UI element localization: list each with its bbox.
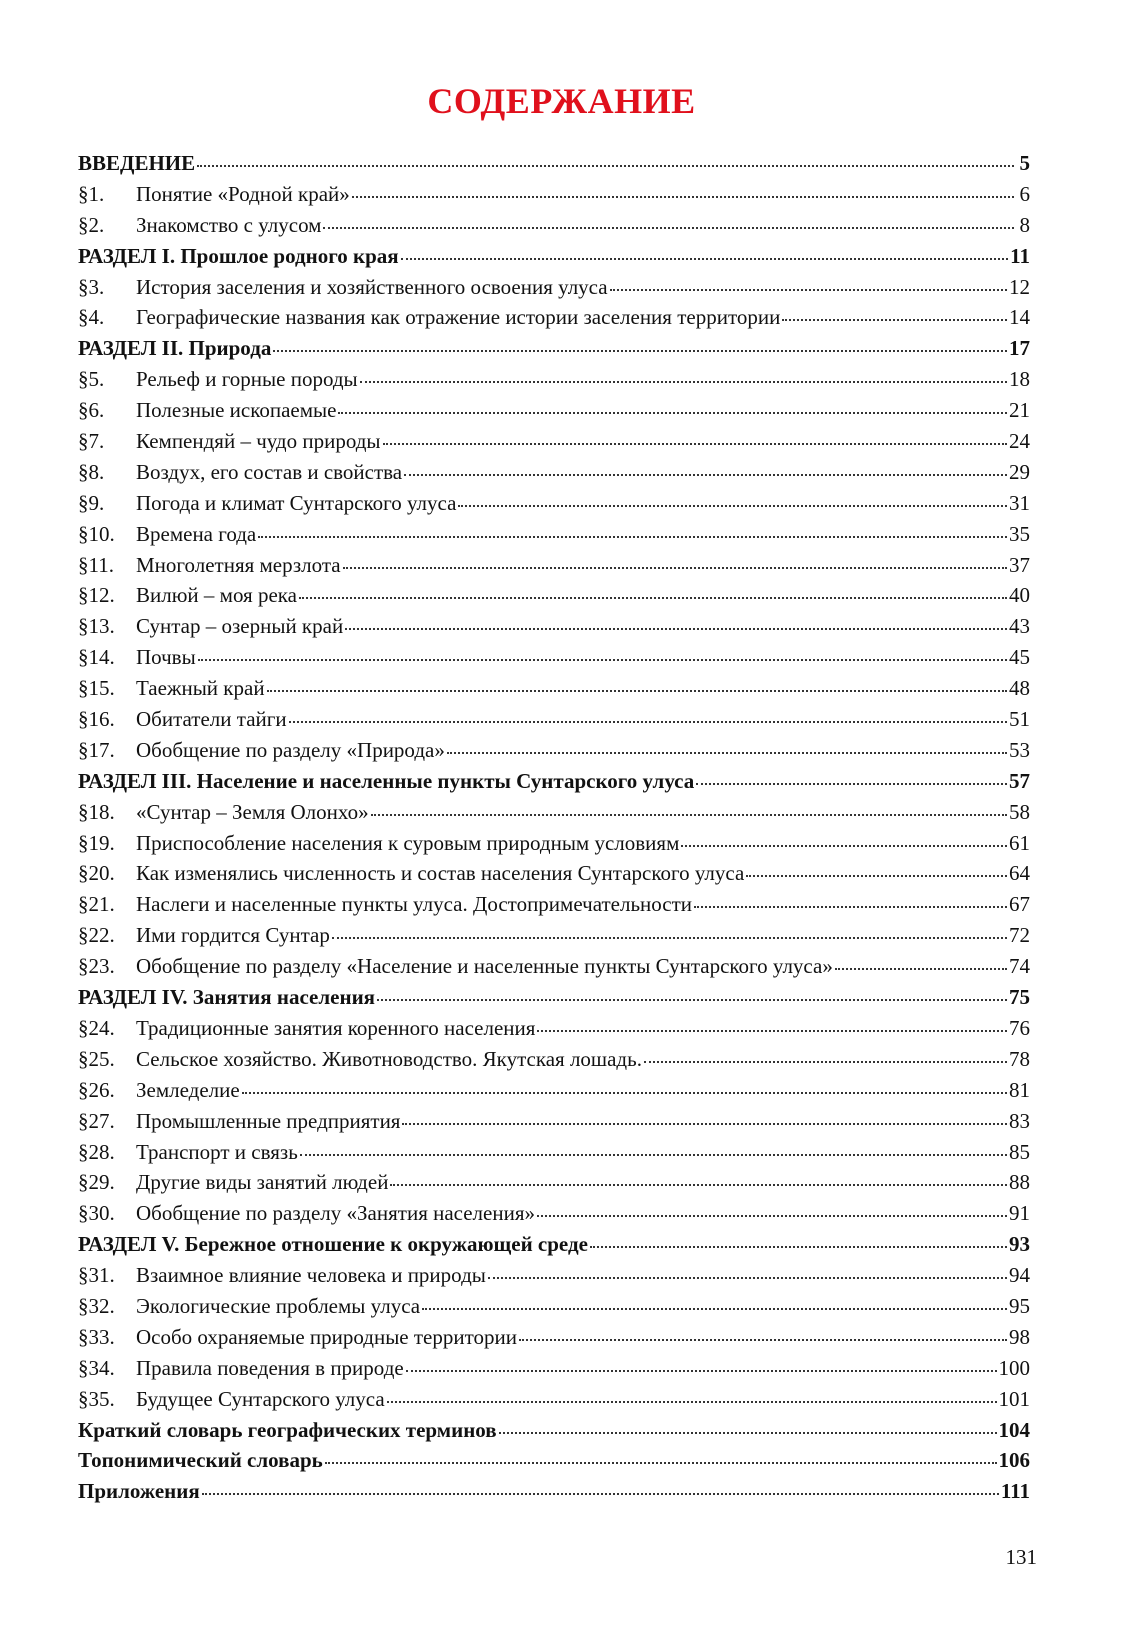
toc-entry-title: Времена года <box>136 521 257 546</box>
page-title: СОДЕРЖАНИЕ <box>427 81 696 121</box>
toc-section-heading <box>78 148 1030 179</box>
dot-leader <box>197 165 1014 167</box>
toc-entry-title: РАЗДЕЛ IV. Занятия населения <box>78 985 376 1010</box>
toc-entry <box>78 1075 1030 1106</box>
toc-section-heading <box>78 1445 1030 1476</box>
toc-entry-page: 83 <box>1009 1108 1030 1133</box>
toc-entry-number: §16. <box>78 707 115 732</box>
toc-entry <box>78 1137 1030 1168</box>
dot-leader <box>519 1339 1007 1341</box>
toc-entry-title: Вилюй – моя река <box>136 583 297 608</box>
toc-entry-number: §33. <box>78 1324 115 1349</box>
dot-leader <box>352 196 1014 198</box>
toc-section-heading <box>78 1476 1030 1507</box>
toc-entry-number: §19. <box>78 830 115 855</box>
toc-entry <box>78 1013 1030 1044</box>
toc-entry-title: Правила поведения в природе <box>136 1355 404 1380</box>
dot-leader <box>258 536 1007 538</box>
toc-entry-title: РАЗДЕЛ III. Население и населенные пункты Сунтарского улуса <box>78 768 695 793</box>
toc-entry-number: §23. <box>78 954 115 979</box>
toc-entry-title: Наслеги и населенные пункты улуса. Достопримечательности <box>136 892 693 917</box>
toc-entry-page: 81 <box>1009 1077 1030 1102</box>
toc-entry-title: Традиционные занятия коренного населения <box>136 1015 536 1040</box>
toc-entry-page: 75 <box>1009 985 1030 1010</box>
toc-entry-page: 85 <box>1009 1139 1030 1164</box>
dot-leader <box>387 1401 997 1403</box>
toc-entry-number: §18. <box>78 799 115 824</box>
toc-entry-number: §11. <box>78 552 114 577</box>
dot-leader <box>782 319 1007 321</box>
toc-entry-number: §27. <box>78 1108 115 1133</box>
toc-entry-title: Обобщение по разделу «Занятия населения» <box>136 1201 535 1226</box>
toc-entry-page: 95 <box>1009 1293 1030 1318</box>
toc-entry-page: 18 <box>1009 367 1030 392</box>
dot-leader <box>338 412 1007 414</box>
toc-entry-number: §9. <box>78 490 105 515</box>
toc-entry <box>78 272 1030 303</box>
toc-entry-page: 100 <box>998 1355 1030 1380</box>
toc-entry-number: §26. <box>78 1077 115 1102</box>
toc-entry <box>78 302 1030 333</box>
toc-entry-title: «Сунтар – Земля Олонхо» <box>136 799 369 824</box>
toc-entry-title: Приложения <box>78 1479 200 1504</box>
toc-entry-number: §8. <box>78 459 105 484</box>
toc-entry-page: 106 <box>998 1448 1030 1473</box>
toc-section-heading <box>78 333 1030 364</box>
toc-entry <box>78 858 1030 889</box>
dot-leader <box>323 227 1014 229</box>
toc-entry-page: 29 <box>1009 459 1030 484</box>
toc-entry-title: Обитатели тайги <box>136 707 287 732</box>
dot-leader <box>537 1030 1007 1032</box>
toc-entry-page: 101 <box>998 1386 1030 1411</box>
dot-leader <box>590 1246 1007 1248</box>
toc-entry-number: §5. <box>78 367 105 392</box>
toc-entry-title: Таежный край <box>136 676 265 701</box>
toc-entry-title: Географические названия как отражение истории заселения территории <box>136 305 781 330</box>
toc-entry-page: 21 <box>1009 398 1030 423</box>
toc-entry-title: Рельеф и горные породы <box>136 367 358 392</box>
toc-entry <box>78 1291 1030 1322</box>
toc-entry-number: §4. <box>78 305 105 330</box>
dot-leader <box>406 1370 997 1372</box>
toc-entry-number: §7. <box>78 429 105 454</box>
toc-entry-number: §20. <box>78 861 115 886</box>
toc-entry-page: 6 <box>1019 181 1030 206</box>
toc-section-heading <box>78 241 1030 272</box>
toc-entry-title: Почвы <box>136 645 196 670</box>
toc-entry-page: 72 <box>1009 923 1030 948</box>
toc-entry-page: 76 <box>1009 1015 1030 1040</box>
dot-leader <box>835 968 1007 970</box>
toc-entry-page: 94 <box>1009 1263 1030 1288</box>
toc-entry <box>78 210 1030 241</box>
toc-entry-page: 5 <box>1019 151 1030 175</box>
toc-entry <box>78 1106 1030 1137</box>
dot-leader <box>377 999 1007 1001</box>
toc-entry <box>78 1198 1030 1229</box>
toc-entry-title: Ими гордится Сунтар <box>136 923 330 948</box>
toc-entry-page: 93 <box>1009 1232 1030 1257</box>
toc-entry-page: 37 <box>1009 552 1030 577</box>
toc-entry-page: 17 <box>1009 336 1030 361</box>
dot-leader <box>488 1277 1007 1279</box>
toc-entry <box>78 550 1030 581</box>
toc-entry-page: 35 <box>1009 521 1030 546</box>
toc-entry-title: Транспорт и связь <box>136 1139 298 1164</box>
page-number: 131 <box>1005 1545 1037 1569</box>
toc-entry-number: §21. <box>78 892 115 917</box>
toc-section-heading <box>78 982 1030 1013</box>
toc-entry <box>78 1384 1030 1415</box>
toc-entry-number: §32. <box>78 1293 115 1318</box>
toc-entry <box>78 179 1030 210</box>
toc-entry-title: Особо охраняемые природные территории <box>136 1324 517 1349</box>
toc-entry-page: 98 <box>1009 1324 1030 1349</box>
toc-entry-page: 91 <box>1009 1201 1030 1226</box>
toc-entry-number: §2. <box>78 212 105 237</box>
toc-entry <box>78 1322 1030 1353</box>
toc-entry-page: 57 <box>1009 768 1030 793</box>
dot-leader <box>404 474 1007 476</box>
toc-entry-title: Полезные ископаемые <box>136 398 337 423</box>
toc-entry-number: §3. <box>78 274 105 299</box>
toc-entry-number: §15. <box>78 676 115 701</box>
toc-entry <box>78 426 1030 457</box>
toc-entry <box>78 364 1030 395</box>
dot-leader <box>273 350 1007 352</box>
toc-entry-number: §17. <box>78 737 115 762</box>
toc-entry-page: 67 <box>1009 892 1030 917</box>
toc-entry-title: Земледелие <box>136 1077 240 1102</box>
toc-entry <box>78 828 1030 859</box>
toc-entry <box>78 580 1030 611</box>
toc-section-heading <box>78 766 1030 797</box>
toc-entry-number: §10. <box>78 521 115 546</box>
toc-entry-title: Как изменялись численность и состав населения Сунтарского улуса <box>136 861 745 886</box>
toc-entry-title: Воздух, его состав и свойства <box>136 459 403 484</box>
dot-leader <box>696 783 1007 785</box>
toc-entry-title: ВВЕДЕНИЕ <box>78 151 196 175</box>
toc-entry-title: РАЗДЕЛ V. Бережное отношение к окружающей среде <box>78 1232 588 1257</box>
toc-entry <box>78 488 1030 519</box>
toc-entry <box>78 797 1030 828</box>
dot-leader <box>325 1462 997 1464</box>
toc-entry-title: Многолетняя мерзлота <box>136 552 341 577</box>
toc-entry-page: 8 <box>1019 212 1030 237</box>
dot-leader <box>345 628 1007 630</box>
dot-leader <box>383 443 1007 445</box>
toc-entry <box>78 704 1030 735</box>
toc-entry-number: §6. <box>78 398 105 423</box>
dot-leader <box>499 1432 997 1434</box>
dot-leader <box>746 875 1007 877</box>
toc-entry-number: §35. <box>78 1386 115 1411</box>
toc-entry-title: Сельское хозяйство. Животноводство. Якутская лошадь. <box>136 1046 642 1071</box>
toc-entry <box>78 673 1030 704</box>
toc-entry-page: 78 <box>1009 1046 1030 1071</box>
dot-leader <box>390 1184 1007 1186</box>
toc-entry <box>78 1044 1030 1075</box>
toc-entry-number: §34. <box>78 1355 115 1380</box>
toc-entry-number: §24. <box>78 1015 115 1040</box>
toc-entry <box>78 395 1030 426</box>
toc-entry-number: §12. <box>78 583 115 608</box>
toc-entry-title: Приспособление населения к суровым природным условиям <box>136 830 680 855</box>
toc-entry <box>78 889 1030 920</box>
dot-leader <box>458 505 1007 507</box>
toc-entry-page: 48 <box>1009 676 1030 701</box>
toc-entry-title: РАЗДЕЛ II. Природа <box>78 336 272 361</box>
toc-entry-title: Экологические проблемы улуса <box>136 1293 421 1318</box>
dot-leader <box>681 845 1007 847</box>
dot-leader <box>644 1061 1007 1063</box>
toc-entry-title: Знакомство с улусом <box>136 212 322 237</box>
dot-leader <box>300 1154 1007 1156</box>
toc-entry-page: 104 <box>998 1417 1030 1442</box>
toc-entry-title: Погода и климат Сунтарского улуса <box>136 490 457 515</box>
toc-entry-number: §31. <box>78 1263 115 1288</box>
toc-entry-title: Будущее Сунтарского улуса <box>136 1386 385 1411</box>
dot-leader <box>402 1123 1007 1125</box>
toc-entry-title: Взаимное влияние человека и природы <box>136 1263 486 1288</box>
dot-leader <box>343 567 1007 569</box>
toc-entry <box>78 642 1030 673</box>
dot-leader <box>360 381 1007 383</box>
toc-entry <box>78 951 1030 982</box>
toc-entry-title: Обобщение по разделу «Население и населенные пункты Сунтарского улуса» <box>136 954 833 979</box>
dot-leader <box>242 1092 1007 1094</box>
toc-entry-number: §29. <box>78 1170 115 1195</box>
toc-entry-title: Краткий словарь географических терминов <box>78 1417 497 1442</box>
toc-entry-number: §28. <box>78 1139 115 1164</box>
toc-entry-title: История заселения и хозяйственного освоения улуса <box>136 274 608 299</box>
toc-entry <box>78 735 1030 766</box>
toc-entry-number: §14. <box>78 645 115 670</box>
toc-entry-page: 11 <box>1010 243 1030 268</box>
toc-section-heading <box>78 1415 1030 1446</box>
toc-entry-page: 43 <box>1009 614 1030 639</box>
toc-entry <box>78 1353 1030 1384</box>
toc-entry <box>78 611 1030 642</box>
dot-leader <box>198 659 1007 661</box>
toc-entry-title: Другие виды занятий людей <box>136 1170 389 1195</box>
dot-leader <box>537 1215 1007 1217</box>
toc-entry-page: 40 <box>1009 583 1030 608</box>
toc-entry-page: 111 <box>1000 1479 1030 1504</box>
dot-leader <box>447 752 1007 754</box>
toc-entry-number: §25. <box>78 1046 115 1071</box>
toc-entry-number: §30. <box>78 1201 115 1226</box>
toc-entry-title: РАЗДЕЛ I. Прошлое родного края <box>78 243 399 268</box>
toc-entry-title: Топонимический словарь <box>78 1448 323 1473</box>
toc-entry-page: 53 <box>1009 737 1030 762</box>
toc-entry <box>78 1260 1030 1291</box>
toc-entry-title: Сунтар – озерный край <box>136 614 344 639</box>
toc-entry-title: Кемпендяй – чудо природы <box>136 429 381 454</box>
toc-entry-page: 64 <box>1009 861 1030 886</box>
toc-entry <box>78 457 1030 488</box>
toc-entry-page: 45 <box>1009 645 1030 670</box>
toc-entry-page: 88 <box>1009 1170 1030 1195</box>
dot-leader <box>289 721 1007 723</box>
toc-entry-number: §13. <box>78 614 115 639</box>
dot-leader <box>299 597 1007 599</box>
toc-entry-page: 24 <box>1009 429 1030 454</box>
toc-entry-page: 31 <box>1009 490 1030 515</box>
table-of-contents <box>78 148 1030 1507</box>
toc-entry-title: Понятие «Родной край» <box>136 181 350 206</box>
toc-entry-page: 12 <box>1009 274 1030 299</box>
toc-entry-page: 58 <box>1009 799 1030 824</box>
dot-leader <box>202 1493 999 1495</box>
dot-leader <box>332 937 1007 939</box>
toc-entry-title: Промышленные предприятия <box>136 1108 401 1133</box>
dot-leader <box>610 289 1007 291</box>
toc-entry <box>78 920 1030 951</box>
toc-entry <box>78 1167 1030 1198</box>
dot-leader <box>371 814 1007 816</box>
toc-entry-number: §1. <box>78 181 105 206</box>
toc-entry-title: Обобщение по разделу «Природа» <box>136 737 445 762</box>
toc-entry-page: 14 <box>1009 305 1030 330</box>
toc-section-heading <box>78 1229 1030 1260</box>
dot-leader <box>694 906 1007 908</box>
dot-leader <box>401 258 1009 260</box>
toc-entry-number: §22. <box>78 923 115 948</box>
dot-leader <box>267 690 1007 692</box>
dot-leader <box>422 1308 1007 1310</box>
toc-entry-page: 61 <box>1009 830 1030 855</box>
toc-entry-page: 74 <box>1009 954 1030 979</box>
toc-entry-page: 51 <box>1009 707 1030 732</box>
toc-entry <box>78 519 1030 550</box>
